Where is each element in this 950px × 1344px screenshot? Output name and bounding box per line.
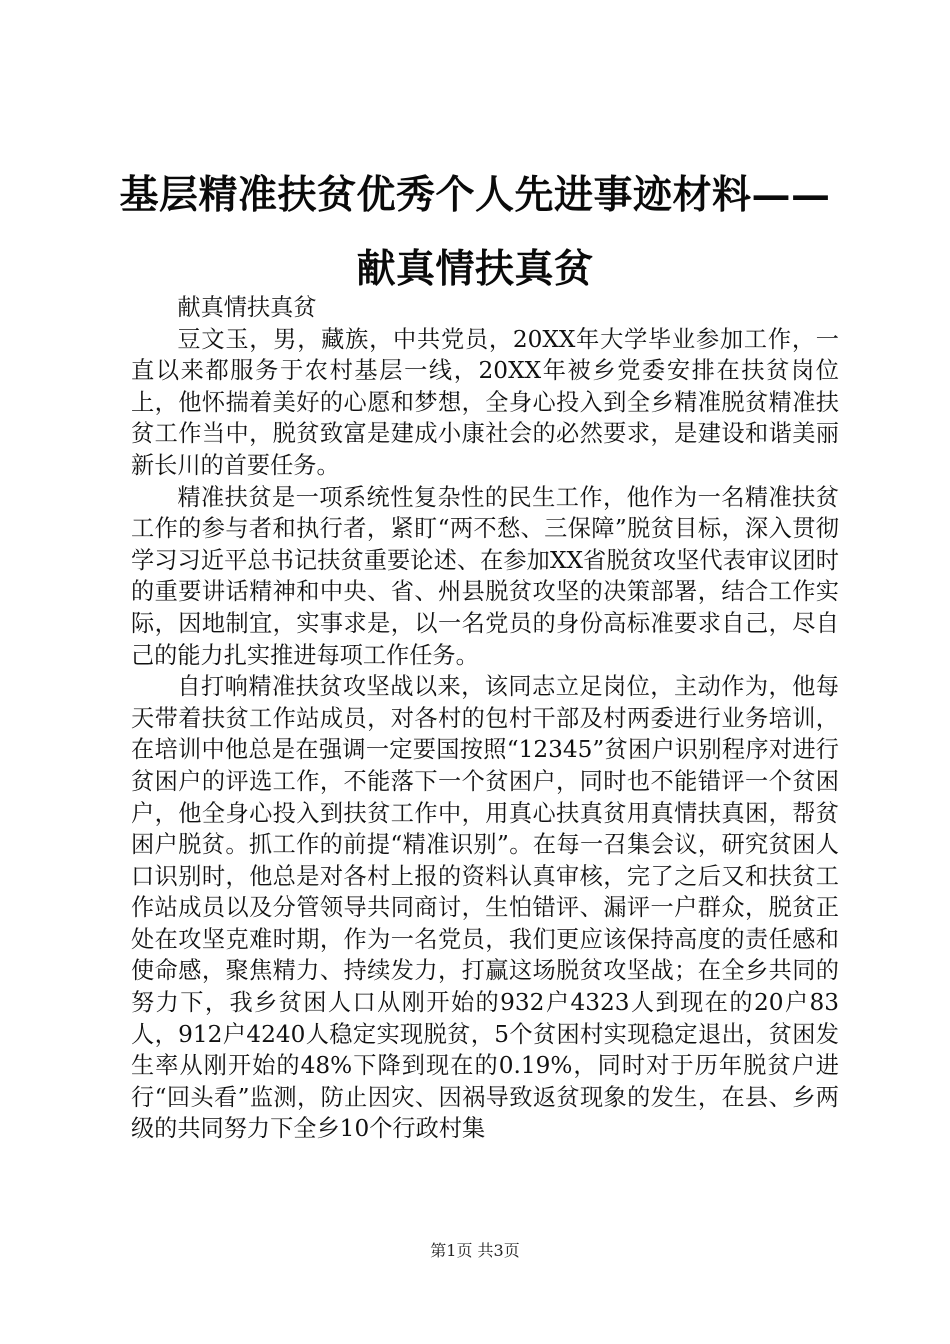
paragraph-3: 自打响精准扶贫攻坚战以来，该同志立足岗位，主动作为，他每天带着扶贫工作站成员，对各村的包村干部及村两委进行业务培训，在培训中他总是在强调一定要国按照“12345”贫困户识别程序对进行贫困户的评选工作，不能落下一个贫困户，同时也不能错评一个贫困户，他全身心投入到扶贫工作中，用真心扶真贫用真情扶真困，帮贫困户脱贫。抓工作的前提“精准识别”。在每一召集会议，研究贫困人口识别时，他总是对各村上报的资料认真审核，完了之后又和扶贫工作站成员以及分管领导共同商讨，生怕错评、漏评一户群众，脱贫正处在攻坚克难时期，作为一名党员，我们更应该保持高度的责任感和使命感，聚焦精力、持续发力，打赢这场脱贫攻坚战；在全乡共同的努力下，我乡贫困人口从刚开始的932户4323人到现在的20户83人，912户4240人稳定实现脱贫，5个贫困村实现稳定退出，贫困发生率从刚开始的48%下降到现在的0.19%，同时对于历年脱贫户进行“回头看”监测，防止因灾、因祸导致返贫现象的发生，在县、乡两级的共同努力下全乡10个行政村集 xyxy=(131,673,839,1143)
document-body xyxy=(131,292,839,1145)
document-title: 基层精准扶贫优秀个人先进事迹材料——献真情扶真贫 xyxy=(119,172,831,292)
page-number-footer: 第1页 共3页 xyxy=(430,1241,520,1260)
section-subtitle: 献真情扶真贫 xyxy=(177,294,317,321)
paragraph-2: 精准扶贫是一项系统性复杂性的民生工作，他作为一名精准扶贫工作的参与者和执行者，紧盯“两不愁、三保障”脱贫目标，深入贯彻学习习近平总书记扶贫重要论述、在参加XX省脱贫攻坚代表审议团时的重要讲话精神和中央、省、州县脱贫攻坚的决策部署，结合工作实际，因地制宜，实事求是，以一名党员的身份高标准要求自己，尽自己的能力扎实推进每项工作任务。 xyxy=(131,483,839,669)
paragraph-1: 豆文玉，男，藏族，中共党员，20XX年大学毕业参加工作，一直以来都服务于农村基层一线，20XX年被乡党委安排在扶贫岗位上，他怀揣着美好的心愿和梦想，全身心投入到全乡精准脱贫精准扶贫工作当中，脱贫致富是建成小康社会的必然要求，是建设和谐美丽新长川的首要任务。 xyxy=(131,325,839,479)
